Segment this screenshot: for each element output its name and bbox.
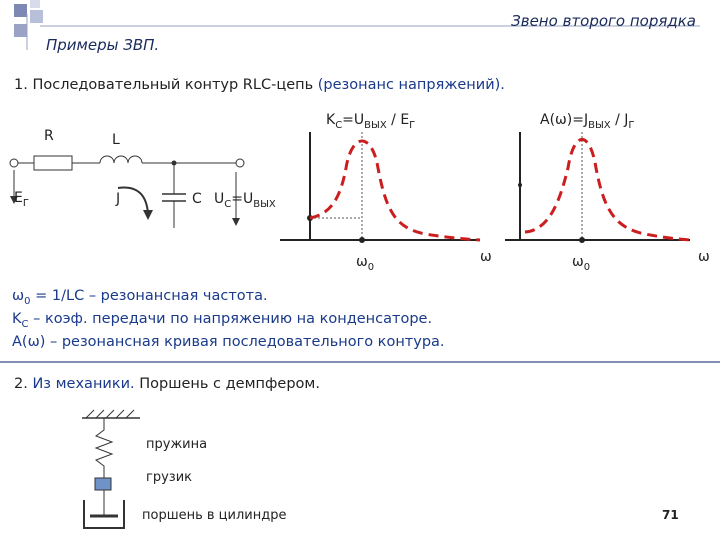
item1-paren: (резонанс напряжений). (317, 77, 505, 93)
note-resonance: $\omega_0 = 1/LC$ – резонансная частота. (12, 288, 268, 307)
page-number: 71 (662, 508, 679, 522)
graph1-title: $K_C=U_{ВЫХ} / E_Г$ (326, 112, 416, 131)
note-a: A(ω) – резонансная кривая последовательного контура. (12, 334, 445, 350)
capacitor-label: C (192, 191, 202, 207)
resistor-label: R (44, 128, 54, 144)
note-kc: $K_C$ – коэф. передачи по напряжению на конденсаторе. (12, 311, 433, 330)
graph2-omega: ω (698, 249, 710, 265)
spring-label: пружина (146, 437, 208, 452)
source-label: $E_Г$ (14, 190, 29, 209)
output-voltage-label: $U_C=U_{ВЫХ}$ (214, 191, 276, 210)
item1-number: 1. (14, 77, 28, 93)
weight-label: грузик (146, 470, 192, 485)
subtitle: Примеры ЗВП. (46, 36, 160, 54)
section-title: Звено второго порядка (511, 12, 696, 30)
graph1-omega0: $\omega_0$ (356, 254, 375, 273)
piston-label: поршень в цилиндре (142, 508, 287, 523)
item1-text: Последовательный контур RLC-цепь (32, 77, 314, 93)
item2-link: Из механики. (32, 376, 135, 392)
graph2-title: $A(\omega)=J_{ВЫХ} / J_Г$ (540, 112, 635, 131)
inductor-label: L (112, 132, 120, 148)
item2-number: 2. (14, 376, 28, 392)
graph1-omega: ω (480, 249, 492, 265)
item2-rest: Поршень с демпфером. (134, 376, 320, 392)
current-label: J (116, 191, 121, 207)
graph2-omega0: $\omega_0$ (572, 254, 591, 273)
